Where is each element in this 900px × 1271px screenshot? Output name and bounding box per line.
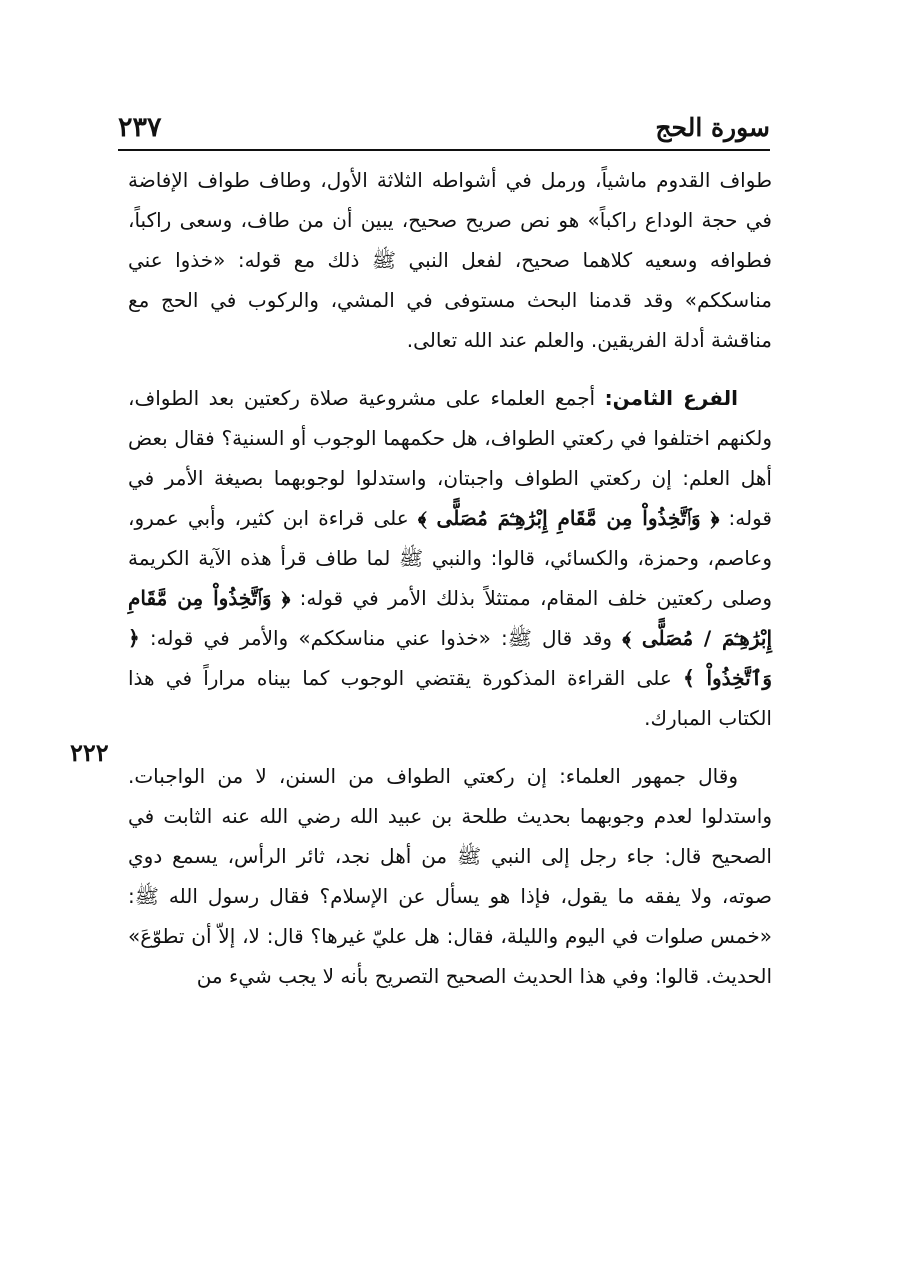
page-number: ٢٣٧ [118, 112, 162, 143]
paragraph-2-text-b: على قراءة ابن كثير، وأبي عمرو، وعاصم، وحمزة، والكسائي، قالوا: والنبي ﷺ لما طاف قرأ هذه الآية الكريمة وصلى ركعتين خلف المقام، ممتثلاً بذلك الأمر في قوله: [128, 506, 772, 610]
section-heading: الفرع الثامن: [604, 386, 738, 410]
paragraph-2-text-a: أجمع العلماء على مشروعية صلاة ركعتين بعد الطواف، ولكنهم اختلفوا في ركعتي الطواف، هل حكمهما الوجوب أو السنية؟ فقال بعض أهل العلم: إن ركعتي الطواف واجبتان، واستدلوا لوجوبهما بصيغة الأمر في قوله: [128, 386, 772, 530]
quran-verse-3: ﴿ وَٱتَّخِذُواْ ﴾ [128, 626, 773, 690]
paragraph-2-text-d: على القراءة المذكورة يقتضي الوجوب كما بيناه مراراً في هذا الكتاب المبارك. [128, 666, 772, 730]
running-header [118, 108, 770, 148]
body-text [128, 160, 772, 996]
paragraph-1: طواف القدوم ماشياً، ورمل في أشواطه الثلاثة الأول، وطاف طواف الإفاضة في حجة الوداع راكباً» هو نص صريح صحيح، يبين أن من طاف، وسعى راكباً، فطوافه وسعيه كلاهما صحيح، لفعل النبي ﷺ ذلك مع قوله: «خذوا عني مناسككم» وقد قدمنا البحث مستوفى في المشي، والركوب في الحج مع مناقشة أدلة الفريقين. والعلم عند الله تعالى. [128, 168, 772, 352]
quran-verse-2: ﴿ وَٱتَّخِذُواْ مِن مَّقَامِ إِبْرَٰهِـۧمَ / مُصَلًّى ﴾ [128, 586, 773, 650]
paragraph-2 [128, 378, 772, 738]
header-rule [118, 149, 770, 151]
paragraph-2-text-c: وقد قال ﷺ: «خذوا عني مناسككم» والأمر في قوله: [139, 626, 623, 650]
paragraph-3: وقال جمهور العلماء: إن ركعتي الطواف من السنن، لا من الواجبات. واستدلوا لعدم وجوبهما بحديث طلحة بن عبيد الله رضي الله عنه الثابت في الصحيح قال: جاء رجل إلى النبي ﷺ من أهل نجد، ثائر الرأس، يسمع دوي صوته، ولا يفقه ما يقول، فإذا هو يسأل عن الإسلام؟ فقال رسول الله ﷺ: «خمس صلوات في اليوم والليلة، فقال: هل عليّ غيرها؟ قال: لا، إلاّ أن تطوّعَ» الحديث. قالوا: وفي هذا الحديث الصحيح التصريح بأنه لا يجب شيء من [128, 764, 772, 988]
quran-verse-1: ﴿ وَٱتَّخِذُواْ مِن مَّقَامِ إِبْرَٰهِـۧمَ مُصَلًّى ﴾ [417, 506, 720, 530]
surah-title: سورة الحج [655, 113, 770, 142]
margin-reference-number: ٢٢٢ [70, 738, 109, 767]
